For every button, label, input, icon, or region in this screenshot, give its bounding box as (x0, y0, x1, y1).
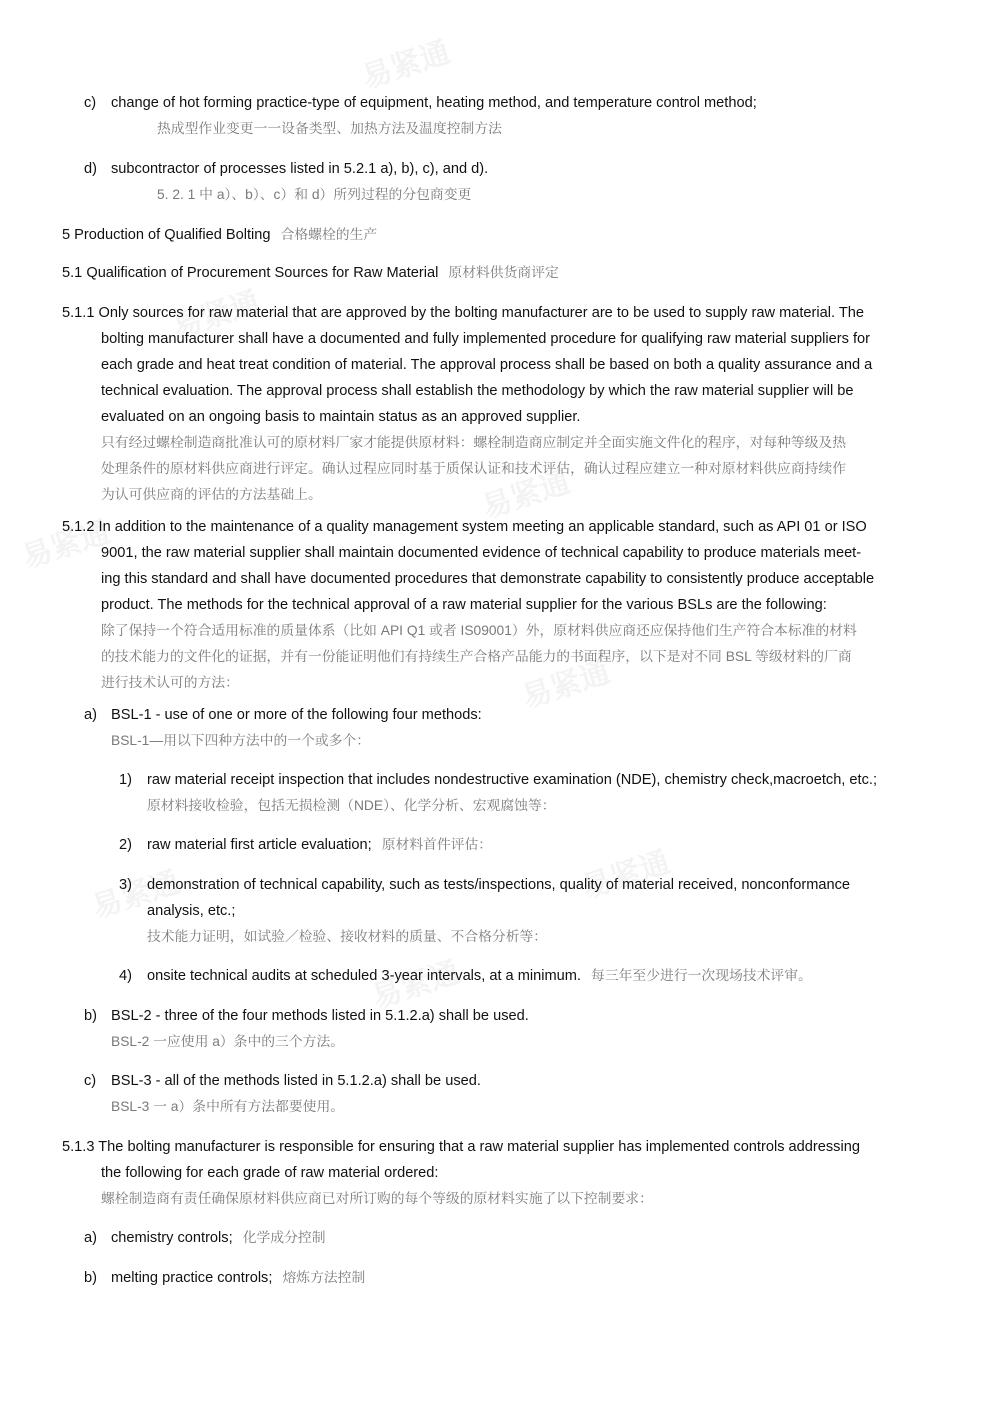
paragraph-5-1-1-translation: 处理条件的原材料供应商进行评定。确认过程应同时基于质保认证和技术评估，确认过程应建立一种对原材料供应商持续作 (101, 461, 847, 476)
list-label: 1) (119, 772, 132, 788)
list-item-text: melting practice controls; 熔炼方法控制 (111, 1270, 366, 1286)
list-item-translation: 5. 2. 1 中 a）、b）、c）和 d）所列过程的分包商变更 (157, 187, 472, 202)
list-label: 4) (119, 968, 132, 984)
list-item-translation: 原材料接收检验，包括无损检测（NDE）、化学分析、宏观腐蚀等： (147, 798, 556, 813)
list-label: c) (84, 1073, 97, 1089)
paragraph-5-1-3-line: the following for each grade of raw material ordered: (101, 1165, 439, 1181)
list-item-text: change of hot forming practice-type of equipment, heating method, and temperature control method; (111, 95, 757, 111)
section-heading: 5 Production of Qualified Bolting 合格螺栓的生产 (62, 227, 378, 243)
watermark (355, 27, 454, 97)
list-item-translation: 原材料首件评估： (381, 837, 493, 852)
list-label: a) (84, 1230, 97, 1246)
paragraph-5-1-2-translation: 除了保持一个符合适用标准的质量体系（比如 API Q1 或者 IS09001）外，原材料供应商还应保持他们生产符合本标准的材料 (101, 623, 857, 638)
list-label: c) (84, 95, 97, 111)
list-item-text: analysis, etc.; (147, 903, 236, 919)
list-item-text: raw material receipt inspection that includes nondestructive examination (NDE), chemistry check,macroetch, etc.; (147, 772, 877, 788)
list-label: a) (84, 707, 97, 723)
list-item-translation: BSL-2 一应使用 a）条中的三个方法。 (111, 1034, 345, 1049)
paragraph-5-1-2-line: ing this standard and shall have documented procedures that demonstrate capability to consistently produce acceptable (101, 571, 875, 587)
subsection-heading: 5.1 Qualification of Procurement Sources for Raw Material 原材料供货商评定 (62, 265, 559, 281)
paragraph-5-1-1-line: bolting manufacturer shall have a documented and fully implemented procedure for qualifying raw material suppliers for (101, 331, 871, 347)
watermark (575, 837, 674, 907)
list-label: d) (84, 161, 97, 177)
list-label: 3) (119, 877, 132, 893)
paragraph-5-1-2-translation: 进行技术认可的方法： (101, 675, 239, 690)
list-item-text: raw material first article evaluation; 原材料首件评估： (147, 837, 493, 853)
list-label: b) (84, 1008, 97, 1024)
section-heading-translation: 合格螺栓的生产 (280, 227, 378, 242)
list-item-text: BSL-2 - three of the four methods listed in 5.1.2.a) shall be used. (111, 1008, 529, 1024)
paragraph-5-1-2-line: 5.1.2 In addition to the maintenance of a quality management system meeting an applicable standard, such as API 01 or ISO (62, 519, 867, 535)
paragraph-5-1-2-translation: 的技术能力的文件化的证据，并有一份能证明他们有持续生产合格产品能力的书面程序，以下是对不同 BSL 等级材料的厂商 (101, 649, 852, 664)
paragraph-5-1-1-line: technical evaluation. The approval process shall establish the methodology by which the raw material supplier will be (101, 383, 854, 399)
paragraph-5-1-2-line: 9001, the raw material supplier shall maintain documented evidence of technical capability to produce materials meet- (101, 545, 862, 561)
paragraph-5-1-2-line: product. The methods for the technical approval of a raw material supplier for the various BSLs are the following: (101, 597, 827, 613)
list-item-translation: 化学成分控制 (242, 1230, 326, 1245)
list-label: b) (84, 1270, 97, 1286)
list-item-translation: 热成型作业变更一一设备类型、加热方法及温度控制方法 (157, 121, 502, 136)
paragraph-5-1-3-translation: 螺栓制造商有责任确保原材料供应商已对所订购的每个等级的原材料实施了以下控制要求： (101, 1191, 653, 1206)
list-item-translation: BSL-1—用以下四种方法中的一个或多个： (111, 733, 371, 748)
list-label: 2) (119, 837, 132, 853)
list-item-translation: 熔炼方法控制 (282, 1270, 366, 1285)
paragraph-5-1-1-translation: 只有经过螺栓制造商批准认可的原材料厂家才能提供原材料：螺栓制造商应制定并全面实施文件化的程序，对每种等级及热 (101, 435, 847, 450)
list-item-translation: 每三年至少进行一次现场技术评审。 (591, 968, 812, 983)
list-item-translation: BSL-3 一 a）条中所有方法都要使用。 (111, 1099, 345, 1114)
paragraph-5-1-3-line: 5.1.3 The bolting manufacturer is responsible for ensuring that a raw material supplier has implemented controls addressing (62, 1139, 860, 1155)
paragraph-5-1-1-translation: 为认可供应商的评估的方法基础上。 (101, 487, 322, 502)
list-item-text: onsite technical audits at scheduled 3-year intervals, at a minimum. 每三年至少进行一次现场技术评审。 (147, 968, 812, 984)
list-item-text: subcontractor of processes listed in 5.2.1 a), b), c), and d). (111, 161, 489, 177)
list-item-text: chemistry controls; 化学成分控制 (111, 1230, 326, 1246)
list-item-text: demonstration of technical capability, such as tests/inspections, quality of material received, nonconformance (147, 877, 851, 893)
list-item-text: BSL-1 - use of one or more of the following four methods: (111, 707, 482, 723)
paragraph-5-1-1-line: 5.1.1 Only sources for raw material that are approved by the bolting manufacturer are to be used to supply raw material. The (62, 305, 864, 321)
list-item-text: BSL-3 - all of the methods listed in 5.1.2.a) shall be used. (111, 1073, 481, 1089)
subsection-heading-translation: 原材料供货商评定 (448, 265, 559, 280)
paragraph-5-1-1-line: evaluated on an ongoing basis to maintain status as an approved supplier. (101, 409, 581, 425)
paragraph-5-1-1-line: each grade and heat treat condition of material. The approval process shall be based on both a quality assurance and a (101, 357, 873, 373)
list-item-translation: 技术能力证明，如试验／检验、接收材料的质量、不合格分析等： (147, 929, 548, 944)
